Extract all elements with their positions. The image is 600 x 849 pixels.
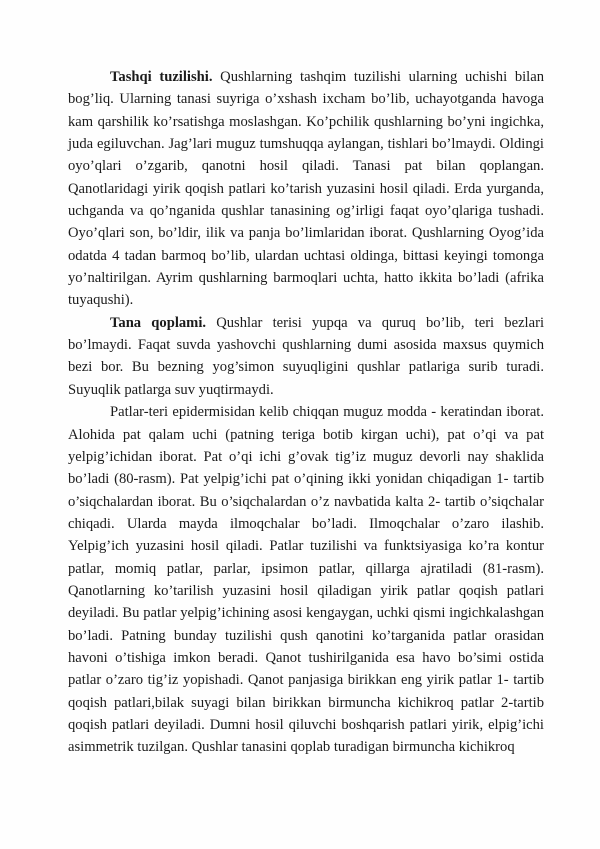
paragraph-text: Qushlarning tashqim tuzilishi ularning uchishi bilan bog’liq. Ularning tanasi suyriga o’xshash ixcham bo’lib, uchayotganda havoga kam qarshilik ko’rsatishga moslashgan. Ko’pchilik qushlarning bo’yni ingichka, juda egiluvchan. Jag’lari muguz tumshuqqa aylangan, tishlari bo’lmaydi. Oldingi oyo’qlari o’zgarib, qanotni hosil qiladi. Tanasi pat bilan qoplangan. Qanotlaridagi yirik qoqish patlari ko’tarish yuzasini hosil qiladi. Erda yurganda, uchganda va qo’nganida qushlar tanasining og’irligi faqat oyo’qlariga tushadi. Oyo’qlari son, bo’ldir, ilik va panja bo’limlaridan iborat. Qushlarning Oyog’ida odatda 4 tadan barmoq bo’lib, ulardan uchtasi oldinga, bittasi keyingi tomonga yo’naltirilgan. Ayrim qushlarning barmoqlari uchta, hatto ikkita bo’ladi (afrika tuyaqushi). (68, 69, 544, 309)
paragraph-feathers (68, 401, 544, 759)
paragraph-text: Patlar-teri epidermisidan kelib chiqqan muguz modda - keratindan iborat. Alohida pat qalam uchi (patning teriga botib kirgan uchi), pat o’qi va pat yelpig’ichidan iborat. Pat o’qi ichi g’ovak tig’iz muguz devorli nay shaklida bo’ladi (80-rasm). Pat yelpig’ichi pat o’qining ikki yonidan chiqadigan 1- tartib o’siqchalardan iborat. Bu o’siqchalardan o’z navbatida kalta 2- tartib o’siqchalar chiqadi. Ularda mayda ilmoqchalar bo’ladi. Ilmoqchalar o’zaro ilashib. Yelpig’ich yuzasini hosil qiladi. Patlar tuzilishi va funktsiyasiga ko’ra kontur patlar, momiq patlar, parlar, ipsimon patlar, qillarga ajratiladi (81-rasm). Qanotlarning ko’tarilish yuzasini hosil qiladigan yirik patlar qoqish patlari deyiladi. Bu patlar yelpig’ichining asosi kengaygan, uchki qismi ingichkalashgan bo’ladi. Patning bunday tuzilishi qush qanotini ko’targanida patlar orasidan havoni o’tishiga imkon beradi. Qanot tushirilganida esa havo bo’simi ostida patlar o’zaro tig’iz yopishadi. Qanot panjasiga birikkan eng yirik patlar 1- tartib qoqish patlari,bilak suyagi bilan birikkan birmuncha kichikroq patlar 2-tartib qoqish patlari deyiladi. Dumni hosil qiluvchi boshqarish patlari yirik, elpig’ichi asimmetrik tuzilgan. Qushlar tanasini qoplab turadigan birmuncha kichikroq (68, 404, 544, 756)
paragraph-external-structure (68, 66, 544, 312)
paragraph-term: Tashqi tuzilishi. (110, 69, 213, 85)
paragraph-term: Tana qoplami. (110, 314, 207, 331)
paragraph-text: Qushlar terisi yupqa va quruq bo’lib, teri bezlari bo’lmaydi. Faqat suvda yashovchi qushlarning dumi asosida maxsus quymich bezi bor. Bu bezning yog’simon suyuqligini qushlar patlariga surib turadi. Suyuqlik patlarga suv yuqtirmaydi. (68, 314, 544, 398)
paragraph-body-covering (68, 312, 544, 401)
